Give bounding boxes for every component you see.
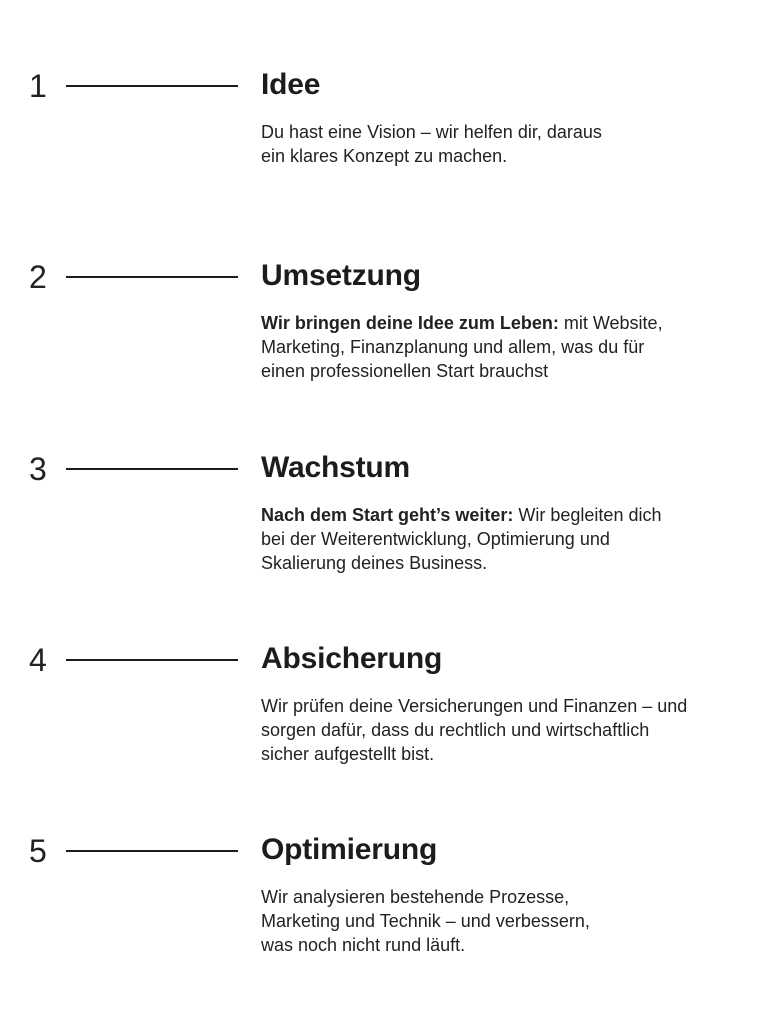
step-description-line: Marketing und Technik – und verbessern, <box>261 911 590 931</box>
step-description-line: bei der Weiterentwicklung, Optimierung und <box>261 529 610 549</box>
step-connector-line <box>66 850 238 852</box>
step-description-line: mit Website, <box>558 313 663 333</box>
step-description <box>261 885 751 957</box>
step-description-line: sorgen dafür, dass du rechtlich und wirtschaftlich <box>261 720 650 740</box>
step-description-line: Wir prüfen deine Versicherungen und Finanzen – und <box>261 696 688 716</box>
step-description-line: Wir analysieren bestehende Prozesse, <box>261 887 570 907</box>
step-number: 4 <box>29 642 47 678</box>
step-description-lead: Nach dem Start geht’s weiter: <box>261 505 514 525</box>
step-description-line: Wir begleiten dich <box>513 505 662 525</box>
step-description-line: Marketing, Finanzplanung und allem, was du für <box>261 337 645 357</box>
step-1 <box>0 70 768 230</box>
step-title: Umsetzung <box>261 259 421 292</box>
step-connector-line <box>66 468 238 470</box>
step-connector-line <box>66 659 238 661</box>
step-5 <box>0 835 768 995</box>
step-description <box>261 120 751 168</box>
step-description-line: Skalierung deines Business. <box>261 553 488 573</box>
step-number: 3 <box>29 451 47 487</box>
step-number: 1 <box>29 68 47 104</box>
step-number: 5 <box>29 833 47 869</box>
step-number: 2 <box>29 259 47 295</box>
step-description <box>261 503 751 575</box>
step-description-line: was noch nicht rund läuft. <box>261 935 466 955</box>
step-3 <box>0 453 768 613</box>
step-description-line: einen professionellen Start brauchst <box>261 361 549 381</box>
step-description-line: ein klares Konzept zu machen. <box>261 146 508 166</box>
step-description <box>261 311 751 383</box>
step-title: Idee <box>261 68 321 101</box>
step-4 <box>0 644 768 804</box>
step-title: Optimierung <box>261 833 438 866</box>
step-connector-line <box>66 85 238 87</box>
step-connector-line <box>66 276 238 278</box>
step-description <box>261 694 751 766</box>
step-2 <box>0 261 768 421</box>
step-description-lead: Wir bringen deine Idee zum Leben: <box>261 313 559 333</box>
step-title: Absicherung <box>261 642 443 675</box>
step-title: Wachstum <box>261 451 410 484</box>
step-description-line: Du hast eine Vision – wir helfen dir, daraus <box>261 122 602 142</box>
step-description-line: sicher aufgestellt bist. <box>261 744 435 764</box>
